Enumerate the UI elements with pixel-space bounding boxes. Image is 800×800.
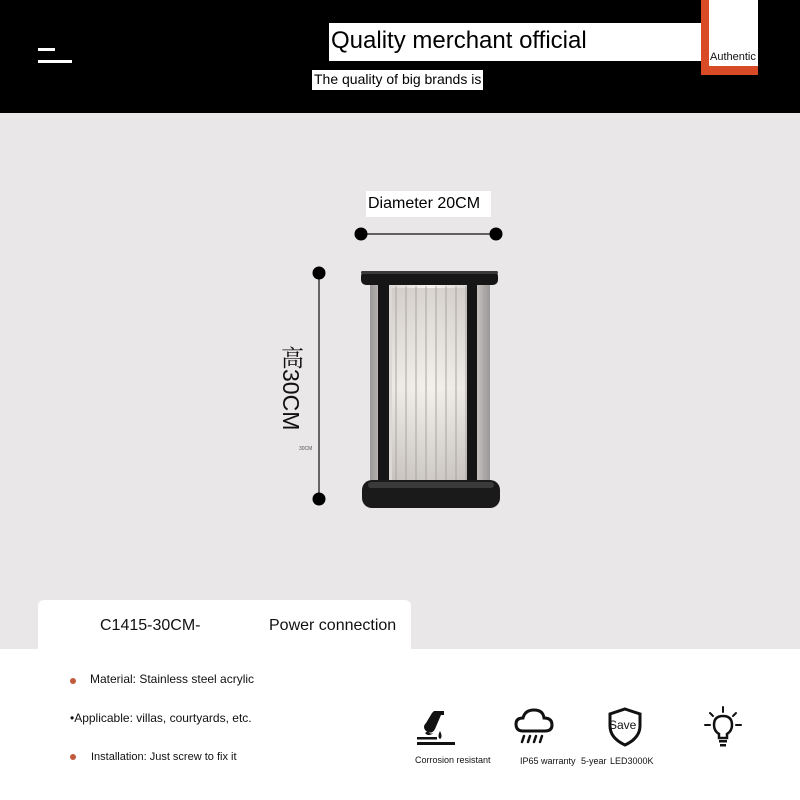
feature-installation: Installation: Just screw to fix it bbox=[91, 751, 237, 763]
shield-save-text: Save bbox=[609, 718, 637, 732]
icon-label-warranty: 5-year bbox=[581, 756, 607, 766]
icon-label-ip65: IP65 warranty bbox=[520, 756, 576, 766]
power-connection: Power connection bbox=[269, 617, 397, 634]
diameter-label: Diameter 20CM bbox=[368, 195, 481, 212]
feature-applicable: •Applicable: villas, courtyards, etc. bbox=[70, 711, 252, 725]
icon-label-corrosion: Corrosion resistant bbox=[415, 755, 491, 765]
bulb-icon bbox=[702, 705, 744, 749]
bullet-dot bbox=[70, 754, 76, 760]
icon-label-led: LED3000K bbox=[610, 756, 654, 766]
corrosion-icon bbox=[414, 707, 458, 749]
rain-cloud-icon bbox=[513, 707, 555, 747]
feature-material: Material: Stainless steel acrylic bbox=[90, 672, 255, 686]
height-label: 高30CM bbox=[278, 346, 304, 431]
bullet-dot bbox=[70, 678, 76, 684]
page-title: Quality merchant official bbox=[331, 27, 587, 54]
tiny-size-mark: 30CM bbox=[299, 446, 313, 452]
page-subtitle: The quality of big brands is bbox=[312, 70, 483, 90]
authentic-badge: Authentic bbox=[710, 51, 756, 63]
model-number: C1415-30CM- bbox=[100, 617, 201, 634]
